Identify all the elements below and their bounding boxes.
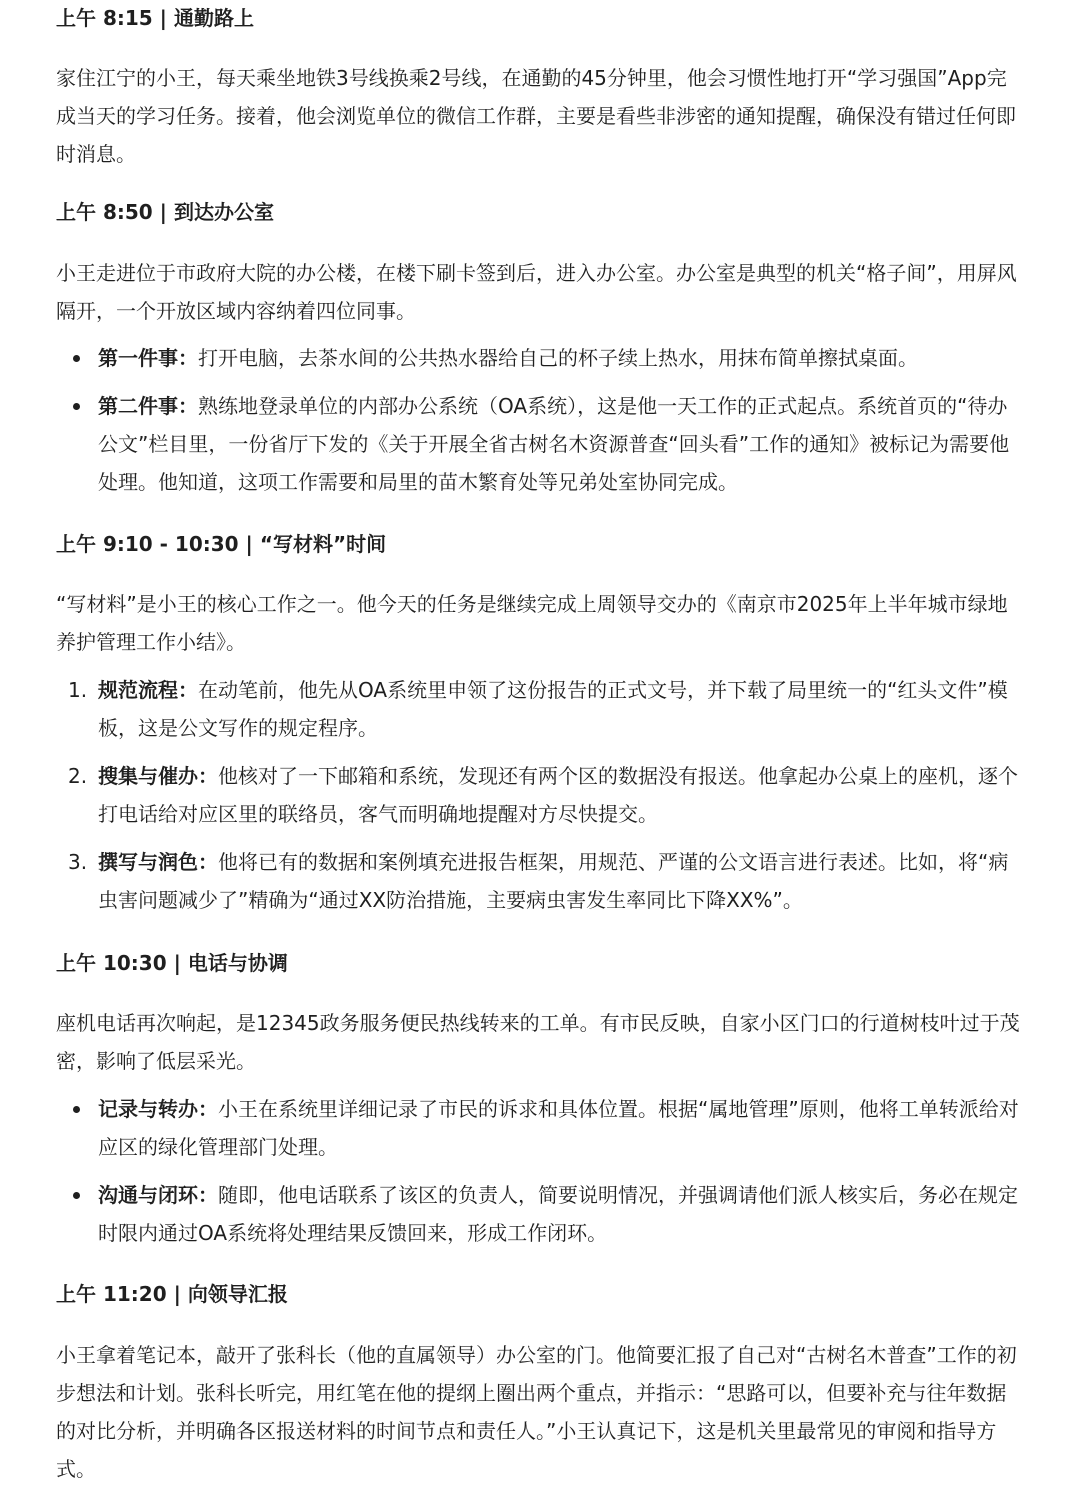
list-item (56, 671, 1021, 747)
section-heading-0815: 上午 8:15 | 通勤路上 (56, 6, 254, 30)
item-text: 小王在系统里详细记录了市民的诉求和具体位置。根据“属地管理”原则，他将工单转派给对应区的绿化管理部门处理。 (98, 1097, 1019, 1159)
list-item (56, 757, 1021, 833)
item-text: 他将已有的数据和案例填充进报告框架，用规范、严谨的公文语言进行表述。比如，将“病虫害问题减少了”精确为“通过XX防治措施，主要病虫害发生率同比下降XX%”。 (98, 850, 1009, 912)
item-label: 第二件事： (98, 394, 198, 418)
section-heading-0910: 上午 9:10 - 10:30 | “写材料”时间 (56, 532, 387, 556)
item-text: 他核对了一下邮箱和系统，发现还有两个区的数据没有报送。他拿起办公桌上的座机，逐个打电话给对应区里的联络员，客气而明确地提醒对方尽快提交。 (98, 764, 1018, 826)
section-paragraph-0850: 小王走进位于市政府大院的办公楼，在楼下刷卡签到后，进入办公室。办公室是典型的机关“格子间”，用屏风隔开，一个开放区域内容纳着四位同事。 (56, 261, 1017, 323)
section-heading-0850: 上午 8:50 | 到达办公室 (56, 200, 274, 224)
item-text: 打开电脑，去茶水间的公共热水器给自己的杯子续上热水，用抹布简单擦拭桌面。 (198, 346, 918, 370)
list-item (56, 1176, 1021, 1252)
item-label: 撰写与润色： (98, 850, 218, 874)
section-paragraph-1120: 小王拿着笔记本，敲开了张科长（他的直属领导）办公室的门。他简要汇报了自己对“古树名木普查”工作的初步想法和计划。张科长听完，用红笔在他的提纲上圈出两个重点，并指示：“思路可以，但要补充与往年数据的对比分析，并明确各区报送材料的时间节点和责任人。”小王认真记下，这是机关里最常见的审阅和指导方式。 (56, 1343, 1017, 1481)
item-label: 规范流程： (98, 678, 198, 702)
item-number: 3. (68, 850, 88, 874)
section-paragraph-0910: “写材料”是小王的核心工作之一。他今天的任务是继续完成上周领导交办的《南京市2025年上半年城市绿地养护管理工作小结》。 (56, 592, 1008, 654)
item-number: 2. (68, 764, 88, 788)
list-item (56, 387, 1021, 501)
item-label: 沟通与闭环： (98, 1183, 218, 1207)
section-paragraph-1030: 座机电话再次响起，是12345政务服务便民热线转来的工单。有市民反映，自家小区门口的行道树枝叶过于茂密，影响了低层采光。 (56, 1011, 1020, 1073)
section-paragraph-0815: 家住江宁的小王，每天乘坐地铁3号线换乘2号线，在通勤的45分钟里，他会习惯性地打开“学习强国”App完成当天的学习任务。接着，他会浏览单位的微信工作群，主要是看些非涉密的通知提醒，确保没有错过任何即时消息。 (56, 66, 1016, 166)
list-item (56, 1090, 1021, 1166)
item-label: 记录与转办： (98, 1097, 218, 1121)
item-label: 第一件事： (98, 346, 198, 370)
section-heading-1120: 上午 11:20 | 向领导汇报 (56, 1282, 288, 1306)
item-number: 1. (68, 678, 88, 702)
item-text: 在动笔前，他先从OA系统里申领了这份报告的正式文号，并下载了局里统一的“红头文件”模板，这是公文写作的规定程序。 (98, 678, 1008, 740)
bullet-list-1030 (56, 1090, 1021, 1252)
list-item (56, 339, 1021, 377)
numbered-list-0910 (56, 671, 1021, 919)
bullet-list-0850 (56, 339, 1021, 501)
item-text: 随即，他电话联系了该区的负责人，简要说明情况，并强调请他们派人核实后，务必在规定时限内通过OA系统将处理结果反馈回来，形成工作闭环。 (98, 1183, 1018, 1245)
section-heading-1030: 上午 10:30 | 电话与协调 (56, 951, 288, 975)
item-label: 搜集与催办： (98, 764, 218, 788)
list-item (56, 843, 1021, 919)
item-text: 熟练地登录单位的内部办公系统（OA系统），这是他一天工作的正式起点。系统首页的“待办公文”栏目里，一份省厅下发的《关于开展全省古树名木资源普查“回头看”工作的通知》被标记为需要他处理。他知道，这项工作需要和局里的苗木繁育处等兄弟处室协同完成。 (98, 394, 1010, 494)
